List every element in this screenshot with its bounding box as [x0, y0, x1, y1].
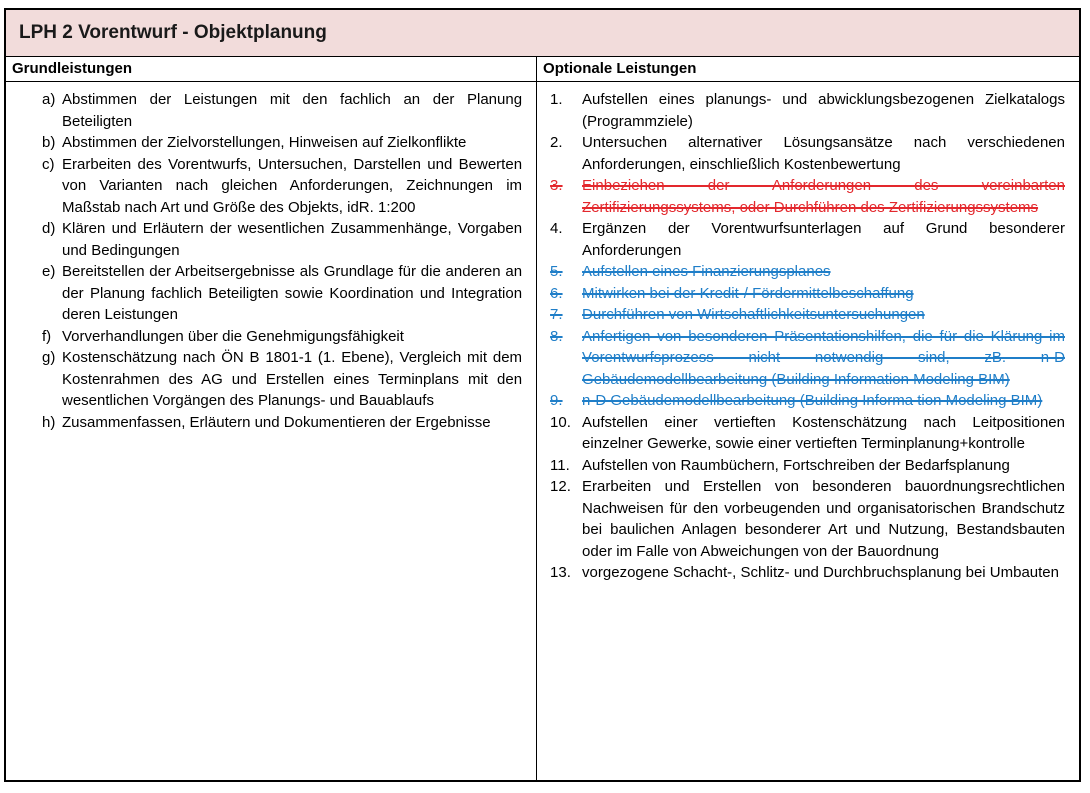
item-marker: d) — [42, 220, 56, 237]
list-item — [30, 154, 526, 219]
list-item — [550, 218, 1069, 261]
item-marker: g) — [42, 349, 56, 366]
item-text: Klären und Erläutern der wesentlichen Zusammenhänge, Vorgaben und Bedingungen — [62, 220, 523, 259]
optional-services-list — [537, 89, 1079, 584]
list-item — [550, 304, 1069, 326]
list-item — [550, 132, 1069, 175]
item-text: Einbeziehen der Anforderungen des vereinbarten Zertifizierungssystems, oder Durchführen des Zertifizierungssystems — [582, 177, 1065, 216]
item-text: Erarbeiten des Vorentwurfs, Untersuchen, Darstellen und Bewerten von Varianten nach gleichen Anforderungen, Zeichnungen im Maßstab nach Art und Größe des Objekts, idR. 1:200 — [62, 155, 523, 216]
item-text: Anfertigen von besonderen Präsentationshilfen, die für die Klärung im Vorentwurfsprozess nicht notwendig sind, zB. n-D Gebäudemodellbearbeitung (Building Information Modeling BIM) — [582, 327, 1065, 388]
item-marker: 12. — [550, 478, 571, 495]
item-text: Bereitstellen der Arbeitsergebnisse als Grundlage für die anderen an der Planung fachlich Beteiligten sowie Koordination und Integration deren Leistungen — [62, 263, 523, 323]
list-item — [30, 412, 526, 434]
item-text: Vorverhandlungen über die Genehmigungsfähigkeit — [62, 327, 404, 345]
item-marker: 9. — [550, 392, 563, 409]
list-item — [30, 218, 526, 261]
item-marker: f) — [42, 327, 52, 345]
list-item — [30, 132, 526, 154]
item-marker: 2. — [550, 134, 563, 151]
list-item — [550, 412, 1069, 455]
item-marker: 11. — [550, 456, 570, 474]
item-marker: 1. — [550, 91, 563, 108]
list-item — [30, 89, 526, 132]
table-body-row — [6, 82, 1079, 780]
list-item — [550, 455, 1069, 477]
list-item — [30, 326, 526, 348]
item-text: Untersuchen alternativer Lösungsansätze nach verschiedenen Anforderungen, einschließlich Kostenbewertung — [582, 134, 1065, 173]
list-item — [550, 476, 1069, 562]
item-marker: 8. — [550, 327, 563, 345]
list-item — [550, 562, 1069, 584]
item-marker: 13. — [550, 564, 571, 581]
list-item — [550, 326, 1069, 391]
item-marker: 5. — [550, 263, 563, 280]
item-text: Zusammenfassen, Erläutern und Dokumentieren der Ergebnisse — [62, 413, 491, 431]
item-text: Mitwirken bei der Kredit-/ Fördermittelbeschaffung — [582, 284, 914, 302]
list-item — [30, 261, 526, 326]
item-text: Abstimmen der Zielvorstellungen, Hinweisen auf Zielkonflikte — [62, 134, 467, 151]
column-header-basic-services: Grundleistungen — [12, 60, 132, 77]
item-text: Durchführen von Wirtschaftlichkeitsuntersuchungen — [582, 306, 925, 323]
item-marker: a) — [42, 91, 56, 108]
table-title-row — [6, 10, 1079, 57]
basic-services-list — [6, 89, 536, 433]
item-marker: 3. — [550, 177, 563, 194]
list-item — [550, 390, 1069, 412]
item-text: Aufstellen einer vertieften Kostenschätzung nach Leitpositionen einzelner Gewerke, sowie einer vertieften Terminplanung+kontrolle — [582, 413, 1065, 452]
item-text: vorgezogene Schacht-, Schlitz- und Durchbruchsplanung bei Umbauten — [582, 564, 1059, 581]
item-marker: e) — [42, 263, 56, 280]
list-item — [550, 261, 1069, 283]
item-marker: 7. — [550, 306, 563, 323]
page-title: LPH 2 Vorentwurf - Objektplanung — [19, 22, 327, 43]
optional-services-cell — [536, 82, 1079, 780]
item-marker: h) — [42, 413, 56, 431]
item-text: Abstimmen der Leistungen mit den fachlich an der Planung Beteiligten — [62, 91, 523, 130]
item-marker: 6. — [550, 284, 563, 302]
column-header-optional-services: Optionale Leistungen — [536, 57, 1079, 81]
list-item — [550, 283, 1069, 305]
service-phase-table — [4, 8, 1081, 782]
item-text: Aufstellen eines planungs- und abwicklungsbezogenen Zielkatalogs (Programmziele) — [582, 91, 1065, 130]
item-marker: b) — [42, 134, 56, 151]
item-marker: 10. — [550, 413, 571, 431]
column-header-row — [6, 57, 1079, 82]
item-text: Ergänzen der Vorentwurfsunterlagen auf Grund besonderer Anforderungen — [582, 220, 1065, 259]
item-marker: 4. — [550, 220, 563, 237]
item-text: n-D Gebäudemodellbearbeitung (Building Informa tion Modeling BIM) — [582, 392, 1043, 409]
item-text: Aufstellen eines Finanzierungsplanes — [582, 263, 831, 280]
item-marker: c) — [42, 155, 55, 173]
item-text: Aufstellen von Raumbüchern, Fortschreiben der Bedarfsplanung — [582, 456, 1010, 474]
item-text: Erarbeiten und Erstellen von besonderen bauordnungsrechtlichen Nachweisen für den vorbeugenden und organisatorischen Brandschutz bei baulichen Anlagen besonderer Art und Nutzung, Bestandsbauten oder im Falle von Abweichungen von der Bauordnung — [582, 478, 1065, 560]
item-text: Kostenschätzung nach ÖN B 1801-1 (1. Ebene), Vergleich mit dem Kostenrahmen des AG und Erstellen eines Terminplans mit den wesentlichen Vorgängen des Planungs- und Bauablaufs — [62, 349, 523, 409]
list-item — [550, 175, 1069, 218]
list-item — [550, 89, 1069, 132]
list-item — [30, 347, 526, 412]
basic-services-cell — [6, 82, 536, 780]
